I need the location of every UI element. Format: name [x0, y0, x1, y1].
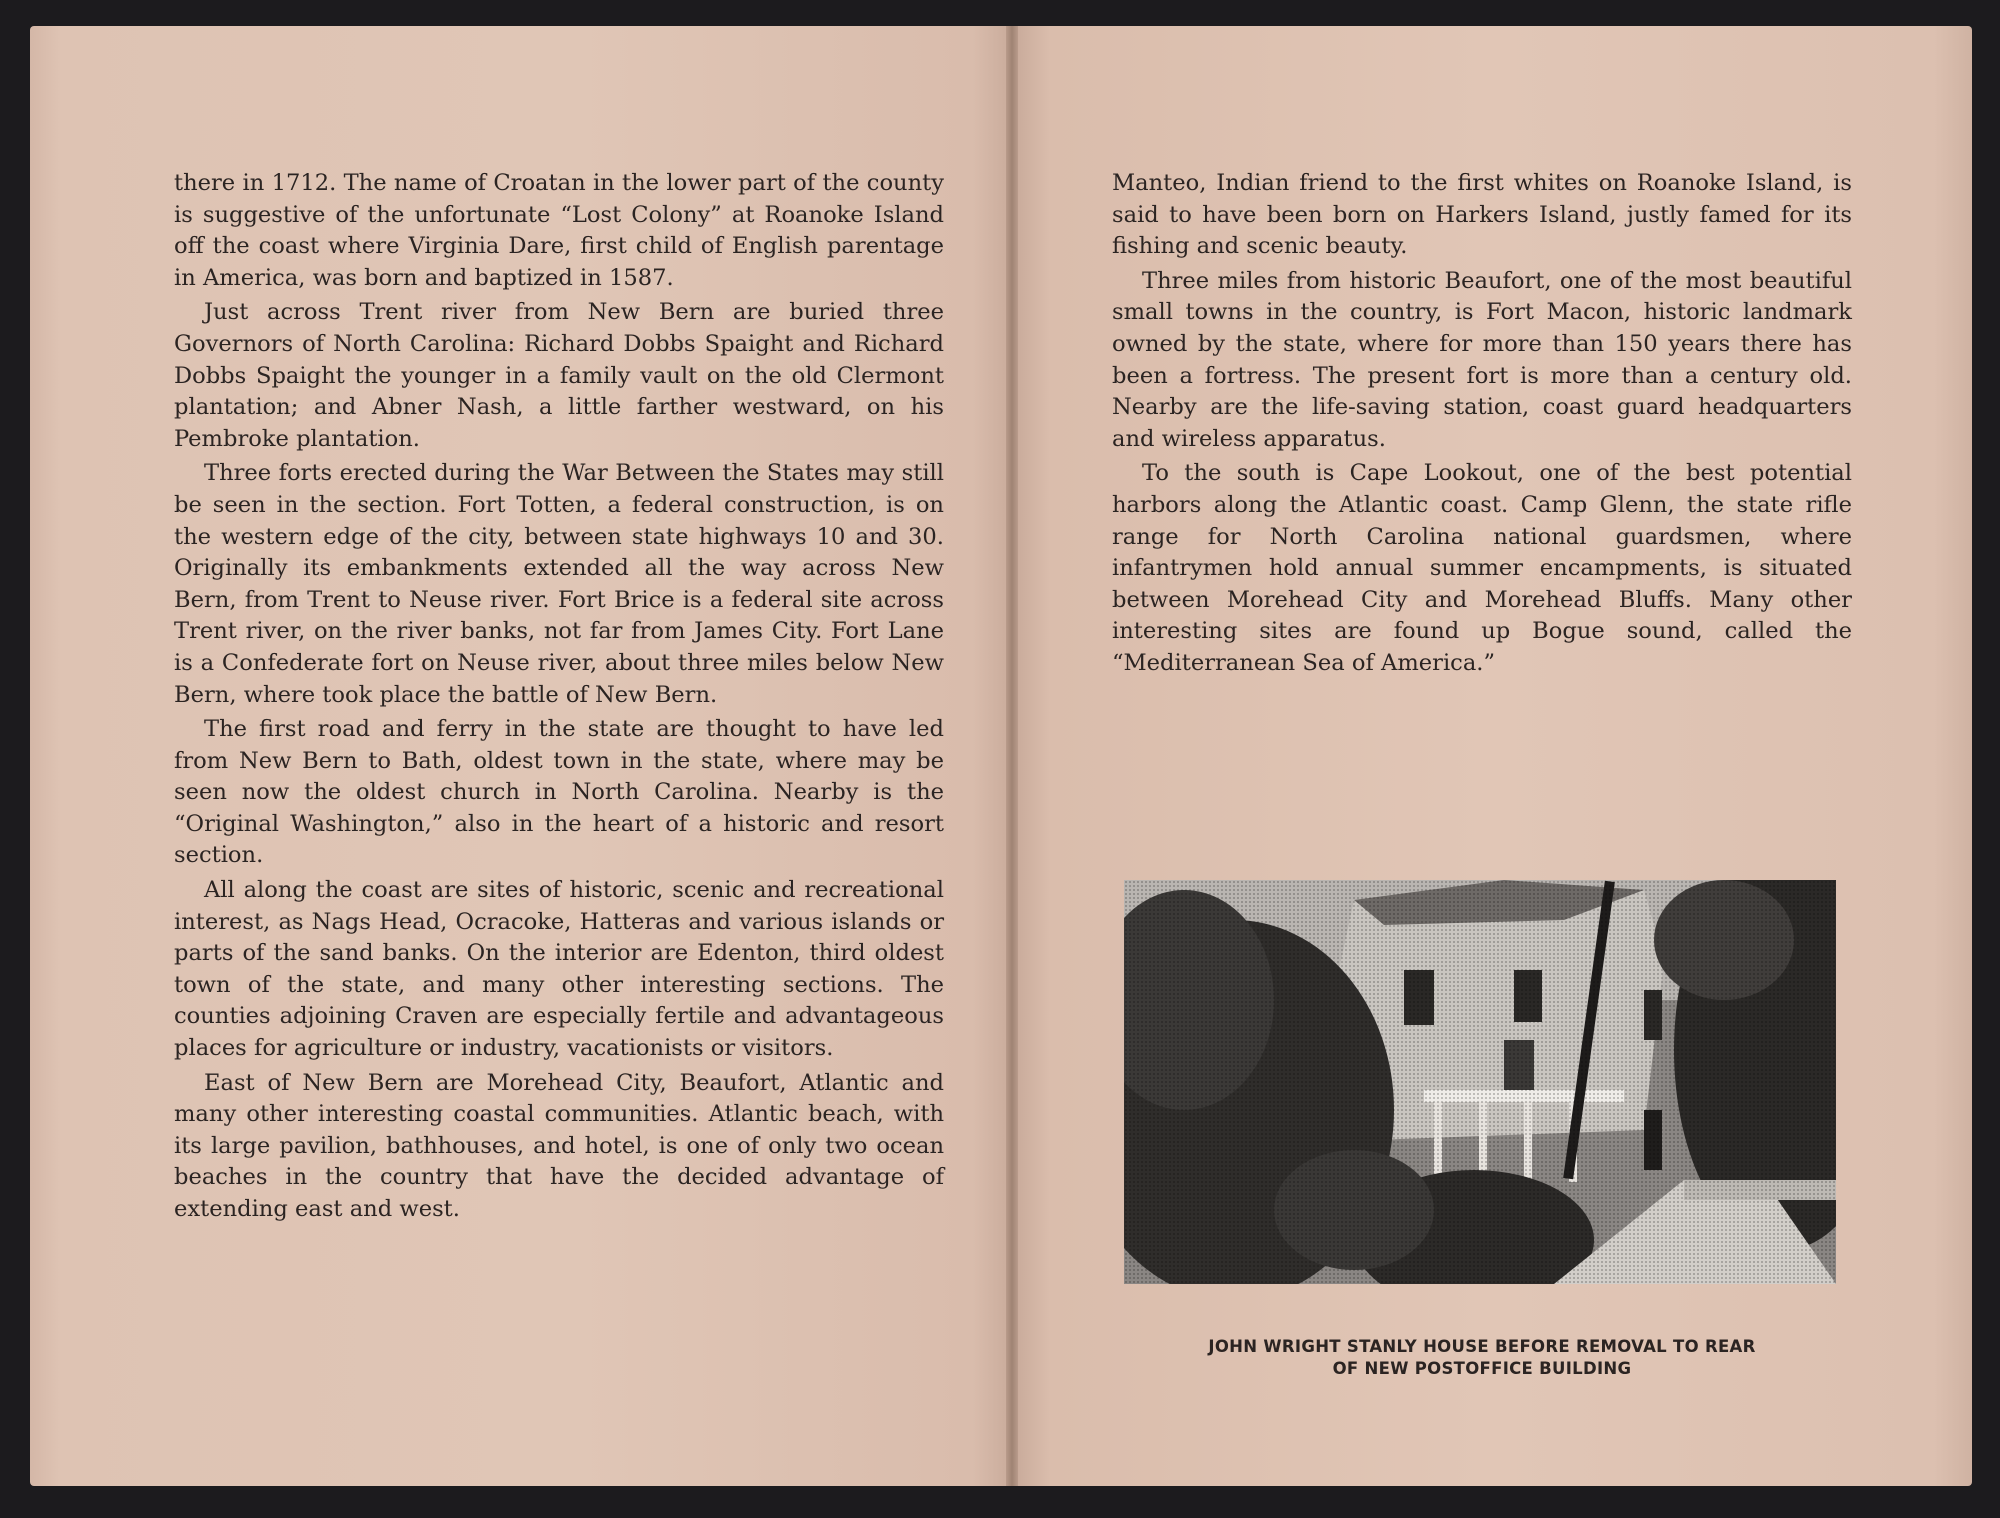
right-page [1012, 26, 1972, 1486]
left-page [30, 26, 1012, 1486]
left-text-column [174, 168, 944, 1229]
left-paragraph-3: Three forts erected during the War Between the States may still be seen in the section. Fort Totten, a federal construction, is on the western edge of the city, between state highways 10 and 30. Originally its embankments extended all the way across New Bern, from Trent to Neuse river. Fort Brice is a federal site across Trent river, on the river banks, not far from James City. Fort Lane is a Confederate fort on Neuse river, about three miles below New Bern, where took place the battle of New Bern. [174, 460, 944, 708]
stanly-house-photo [1124, 880, 1836, 1284]
right-paragraph-1: Manteo, Indian friend to the first whites on Roanoke Island, is said to have been born on Harkers Island, justly famed for its fishing and scenic beauty. [1112, 170, 1852, 260]
right-text-column [1112, 168, 1852, 683]
right-paragraph-3: To the south is Cape Lookout, one of the best potential harbors along the Atlantic coast. Camp Glenn, the state rifle range for North Carolina national guardsmen, where infantrymen hold annual summer encampments, is situated between Morehead City and Morehead Bluffs. Many other interesting sites are found up Bogue sound, called the “Mediterranean Sea of America.” [1112, 460, 1852, 676]
right-paragraph-2: Three miles from historic Beaufort, one of the most beautiful small towns in the country, is Fort Macon, historic landmark owned by the state, where for more than 150 years there has been a fortress. The present fort is more than a century old. Nearby are the life-saving station, coast guard headquarters and wireless apparatus. [1112, 267, 1852, 452]
left-paragraph-1: there in 1712. The name of Croatan in the lower part of the county is suggestive of the unfortunate “Lost Colony” at Roanoke Island off the coast where Virginia Dare, first child of English parentage in America, was born and baptized in 1587. [174, 170, 944, 291]
caption-line-1: JOHN WRIGHT STANLY HOUSE BEFORE REMOVAL TO REAR [1208, 1337, 1756, 1356]
left-paragraph-4: The first road and ferry in the state are thought to have led from New Bern to Bath, oldest town in the state, where may be seen now the oldest church in North Carolina. Nearby is the “Original Washington,” also in the heart of a historic and resort section. [174, 716, 944, 869]
caption-line-2: OF NEW POSTOFFICE BUILDING [1332, 1359, 1632, 1378]
photo-caption [1102, 1336, 1862, 1380]
left-paragraph-6: East of New Bern are Morehead City, Beaufort, Atlantic and many other interesting coastal communities. Atlantic beach, with its large pavilion, bathhouses, and hotel, is one of only two ocean beaches in the country that have the decided advantage of extending east and west. [174, 1069, 944, 1222]
left-paragraph-5: All along the coast are sites of historic, scenic and recreational interest, as Nags Head, Ocracoke, Hatteras and various islands or parts of the sand banks. On the interior are Edenton, third oldest town of the state, and many other interesting sections. The counties adjoining Craven are especially fertile and advantageous places for agriculture or industry, vacationists or visitors. [174, 877, 944, 1062]
left-paragraph-2: Just across Trent river from New Bern are buried three Governors of North Carolina: Richard Dobbs Spaight and Richard Dobbs Spaight the younger in a family vault on the old Clermont plantation; and Abner Nash, a little farther westward, on his Pembroke plantation. [174, 299, 944, 452]
book-gutter [1006, 26, 1018, 1486]
